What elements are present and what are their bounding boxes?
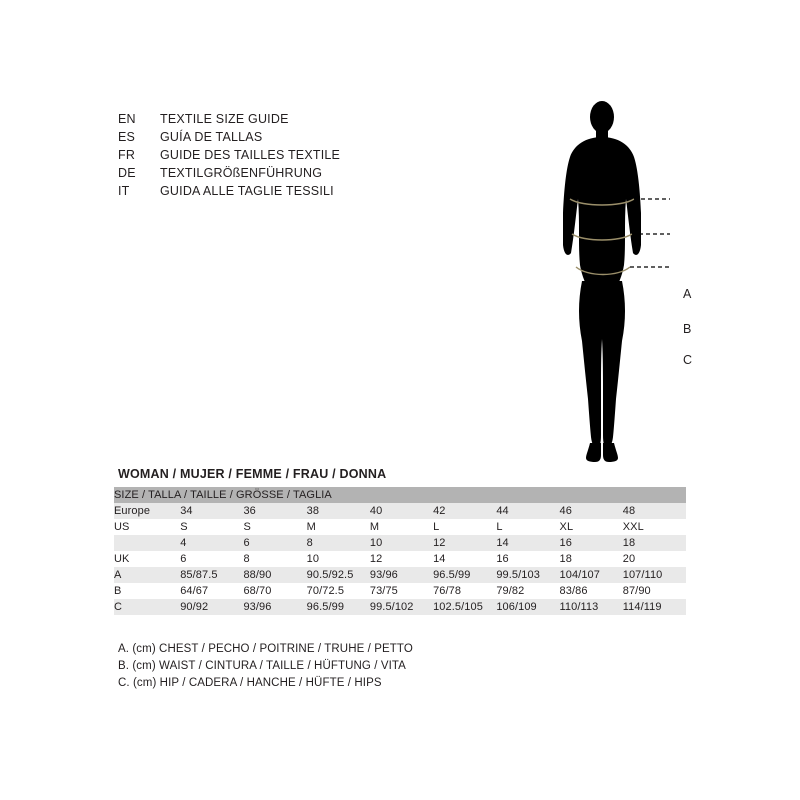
table-row [114,583,686,599]
note-a: A. (cm) CHEST / PECHO / POITRINE / TRUHE / PETTO [118,643,413,655]
cell: 102.5/105 [433,599,496,615]
table-row [114,503,686,519]
cell: 42 [433,503,496,519]
row-label: US [114,519,180,535]
cell: 106/109 [496,599,559,615]
female-silhouette-icon [520,95,720,475]
cell: 90.5/92.5 [307,567,370,583]
measure-label-a: A [683,287,692,301]
legend-text: GUIDA ALLE TAGLIE TESSILI [160,184,334,198]
cell: 20 [623,551,686,567]
cell: 96.5/99 [307,599,370,615]
row-label: A [114,567,180,583]
legend-row [118,184,418,202]
cell: XXL [623,519,686,535]
cell: 18 [623,535,686,551]
row-label: C [114,599,180,615]
row-label: B [114,583,180,599]
cell: 4 [180,535,243,551]
cell: 68/70 [243,583,306,599]
cell: XL [560,519,623,535]
cell: 87/90 [623,583,686,599]
legend-row [118,130,418,148]
cell: 38 [307,503,370,519]
cell: 83/86 [560,583,623,599]
cell: 64/67 [180,583,243,599]
cell: 10 [370,535,433,551]
cell: 16 [496,551,559,567]
legend-text: GUIDE DES TAILLES TEXTILE [160,148,341,162]
cell: 70/72.5 [307,583,370,599]
cell: 96.5/99 [433,567,496,583]
cell: 18 [560,551,623,567]
cell: 14 [496,535,559,551]
cell: S [180,519,243,535]
figure-illustration [520,95,720,475]
table-header-row [114,487,686,503]
row-label: UK [114,551,180,567]
cell: 12 [370,551,433,567]
cell: 76/78 [433,583,496,599]
row-label: Europe [114,503,180,519]
legend-code: EN [118,112,136,126]
legend-row [118,166,418,184]
size-table [114,487,686,615]
note-b: B. (cm) WAIST / CINTURA / TAILLE / HÜFTUNG / VITA [118,660,406,672]
table-row [114,551,686,567]
language-legend [118,112,418,202]
table-row [114,535,686,551]
measure-label-c: C [683,353,693,367]
legend-row [118,148,418,166]
note-c: C. (cm) HIP / CADERA / HANCHE / HÜFTE / HIPS [118,677,382,689]
cell: 93/96 [243,599,306,615]
legend-code: IT [118,184,130,198]
table-row [114,567,686,583]
cell: 99.5/103 [496,567,559,583]
cell: 40 [370,503,433,519]
cell: 85/87.5 [180,567,243,583]
table-header-label: SIZE / TALLA / TAILLE / GRÖSSE / TAGLIA [114,487,686,503]
legend-text: GUÍA DE TALLAS [160,130,263,144]
cell: 12 [433,535,496,551]
cell: 99.5/102 [370,599,433,615]
table-row [114,519,686,535]
cell: 73/75 [370,583,433,599]
cell: 44 [496,503,559,519]
legend-row [118,112,418,130]
cell: 34 [180,503,243,519]
cell: S [243,519,306,535]
cell: 107/110 [623,567,686,583]
cell: 110/113 [560,599,623,615]
legend-code: DE [118,166,136,180]
measure-label-b: B [683,322,692,336]
row-label [114,535,180,551]
legend-code: ES [118,130,136,144]
legend-code: FR [118,148,136,162]
legend-text: TEXTILE SIZE GUIDE [160,112,289,126]
measurement-notes [118,641,413,692]
cell: 8 [243,551,306,567]
cell: 90/92 [180,599,243,615]
cell: 10 [307,551,370,567]
cell: L [433,519,496,535]
table-row [114,599,686,615]
cell: 104/107 [560,567,623,583]
cell: M [370,519,433,535]
cell: M [307,519,370,535]
cell: 16 [560,535,623,551]
table-title: WOMAN / MUJER / FEMME / FRAU / DONNA [118,467,387,481]
cell: 36 [243,503,306,519]
cell: 93/96 [370,567,433,583]
cell: 79/82 [496,583,559,599]
cell: 6 [243,535,306,551]
legend-text: TEXTILGRÖßENFÜHRUNG [160,166,323,180]
cell: 114/119 [623,599,686,615]
cell: 6 [180,551,243,567]
cell: 8 [307,535,370,551]
cell: 14 [433,551,496,567]
cell: 88/90 [243,567,306,583]
cell: 46 [560,503,623,519]
cell: 48 [623,503,686,519]
cell: L [496,519,559,535]
